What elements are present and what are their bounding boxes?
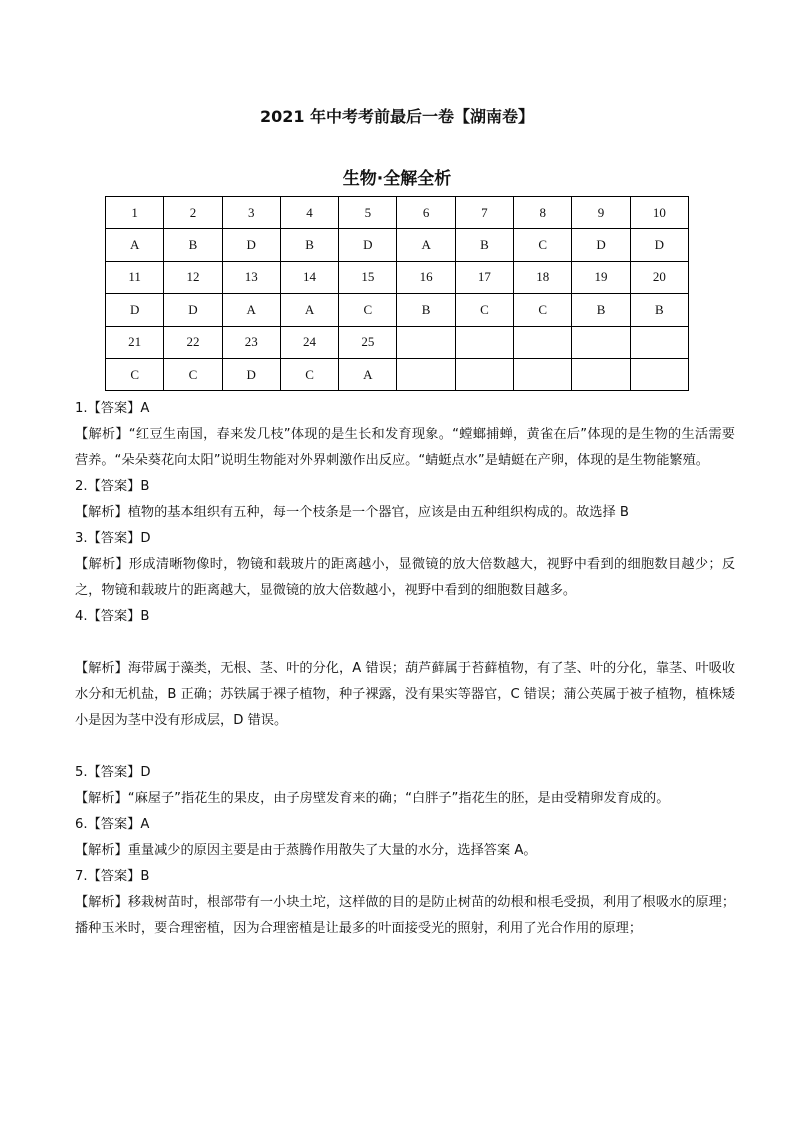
explanation-tag: 【解析】 bbox=[75, 895, 128, 910]
table-cell: 20 bbox=[630, 261, 688, 293]
answer-line bbox=[75, 812, 735, 838]
table-cell: 10 bbox=[630, 197, 688, 229]
table-row bbox=[106, 326, 689, 358]
explanations bbox=[75, 396, 735, 942]
explanation-line bbox=[75, 890, 735, 942]
table-cell bbox=[514, 326, 572, 358]
table-cell: B bbox=[455, 229, 513, 261]
explanation-text: “红豆生南国，春来发几枝”体现的是生长和发育现象。“螳螂捕蝉，黄雀在后”体现的是生物的生活需要营养。“朵朵葵花向太阳”说明生物能对外界刺激作出反应。“蜻蜓点水”是蜻蜓在产卵，体现的是生物能繁殖。 bbox=[75, 427, 735, 468]
answer-value: B bbox=[140, 479, 150, 494]
table-cell bbox=[572, 326, 630, 358]
question-number: 4. bbox=[75, 609, 88, 624]
answer-value: B bbox=[140, 869, 150, 884]
table-cell: A bbox=[339, 358, 397, 390]
table-cell: C bbox=[514, 229, 572, 261]
page-subtitle: 生物·全解全析 bbox=[342, 169, 452, 189]
spacer bbox=[75, 734, 735, 760]
question-number: 7. bbox=[75, 869, 88, 884]
explanation-tag: 【解析】 bbox=[75, 661, 128, 676]
table-cell: C bbox=[514, 294, 572, 326]
table-cell: 12 bbox=[164, 261, 222, 293]
table-row bbox=[106, 197, 689, 229]
table-cell: C bbox=[164, 358, 222, 390]
table-cell: 15 bbox=[339, 261, 397, 293]
explanation-line bbox=[75, 500, 735, 526]
explanation-line bbox=[75, 656, 735, 734]
table-row bbox=[106, 294, 689, 326]
question-number: 3. bbox=[75, 531, 88, 546]
answer-value: A bbox=[140, 817, 150, 832]
answer-tag: 【答案】 bbox=[87, 401, 141, 416]
explanation-tag: 【解析】 bbox=[75, 791, 128, 806]
table-cell: C bbox=[280, 358, 338, 390]
explanation-text: 重量减少的原因主要是由于蒸腾作用散失了大量的水分，选择答案 A。 bbox=[127, 843, 537, 858]
question-number: 6. bbox=[75, 817, 88, 832]
table-cell: 13 bbox=[222, 261, 280, 293]
answer-tag: 【答案】 bbox=[87, 479, 141, 494]
table-cell: B bbox=[630, 294, 688, 326]
answer-tag: 【答案】 bbox=[87, 765, 141, 780]
explanation-tag: 【解析】 bbox=[75, 557, 129, 572]
table-cell: A bbox=[397, 229, 455, 261]
table-cell: D bbox=[106, 294, 164, 326]
table-row bbox=[106, 261, 689, 293]
table-cell bbox=[455, 358, 513, 390]
explanation-text: “麻屋子”指花生的果皮，由子房壁发育来的确；“白胖子”指花生的胚，是由受精卵发育成的。 bbox=[127, 791, 670, 806]
table-cell: 5 bbox=[339, 197, 397, 229]
table-cell: 18 bbox=[514, 261, 572, 293]
table-cell: 22 bbox=[164, 326, 222, 358]
explanation-text: 移栽树苗时，根部带有一小块土坨，这样做的目的是防止树苗的幼根和根毛受损，利用了根吸水的原理；播种玉米时，要合理密植，因为合理密植是让最多的叶面接受光的照射，利用了光合作用的原理； bbox=[75, 895, 736, 936]
answer-line bbox=[75, 526, 735, 552]
table-cell: 11 bbox=[106, 261, 164, 293]
answer-table bbox=[105, 196, 689, 391]
table-cell: B bbox=[164, 229, 222, 261]
answer-tag: 【答案】 bbox=[87, 531, 141, 546]
explanation-tag: 【解析】 bbox=[75, 505, 128, 520]
answer-value: B bbox=[140, 609, 150, 624]
answer-tag: 【答案】 bbox=[87, 609, 141, 624]
answer-line bbox=[75, 864, 735, 890]
table-cell: D bbox=[572, 229, 630, 261]
table-cell: 2 bbox=[164, 197, 222, 229]
explanation-text: 植物的基本组织有五种，每一个枝条是一个器官，应该是由五种组织构成的。故选择 B bbox=[127, 505, 629, 520]
explanation-text: 形成清晰物像时，物镜和载玻片的距离越小，显微镜的放大倍数越大，视野中看到的细胞数目越少；反之，物镜和载玻片的距离越大，显微镜的放大倍数越小，视野中看到的细胞数目越多。 bbox=[75, 557, 736, 598]
table-cell: 24 bbox=[280, 326, 338, 358]
table-cell: 23 bbox=[222, 326, 280, 358]
table-cell: 25 bbox=[339, 326, 397, 358]
explanation-line bbox=[75, 552, 735, 604]
table-cell: 14 bbox=[280, 261, 338, 293]
table-cell: C bbox=[339, 294, 397, 326]
table-cell: D bbox=[222, 229, 280, 261]
table-cell: 7 bbox=[455, 197, 513, 229]
explanation-tag: 【解析】 bbox=[75, 427, 129, 442]
table-cell bbox=[397, 326, 455, 358]
answer-tag: 【答案】 bbox=[87, 869, 141, 884]
answer-line bbox=[75, 604, 735, 630]
table-cell: A bbox=[222, 294, 280, 326]
table-cell: B bbox=[280, 229, 338, 261]
table-cell: A bbox=[106, 229, 164, 261]
table-cell: D bbox=[222, 358, 280, 390]
explanation-line bbox=[75, 786, 735, 812]
table-cell bbox=[455, 326, 513, 358]
table-cell: 16 bbox=[397, 261, 455, 293]
table-cell: D bbox=[630, 229, 688, 261]
table-row bbox=[106, 229, 689, 261]
explanation-text: 海带属于藻类，无根、茎、叶的分化，A 错误；葫芦藓属于苔藓植物，有了茎、叶的分化，靠茎、叶吸收水分和无机盐，B 正确；苏铁属于裸子植物，种子裸露，没有果实等器官，C 错误；蒲公英属于被子植物，植株矮小是因为茎中没有形成层，D 错误。 bbox=[75, 661, 736, 728]
table-cell: 1 bbox=[106, 197, 164, 229]
table-cell: 21 bbox=[106, 326, 164, 358]
table-cell bbox=[397, 358, 455, 390]
table-cell: A bbox=[280, 294, 338, 326]
answer-line bbox=[75, 474, 735, 500]
table-cell: C bbox=[455, 294, 513, 326]
question-number: 2. bbox=[75, 479, 88, 494]
explanation-tag: 【解析】 bbox=[75, 843, 128, 858]
table-cell: D bbox=[339, 229, 397, 261]
table-cell: D bbox=[164, 294, 222, 326]
table-cell: 6 bbox=[397, 197, 455, 229]
table-cell bbox=[630, 326, 688, 358]
answer-value: D bbox=[140, 765, 151, 780]
table-cell: 8 bbox=[514, 197, 572, 229]
answer-value: A bbox=[140, 401, 150, 416]
table-row bbox=[106, 358, 689, 390]
explanation-line bbox=[75, 838, 735, 864]
table-cell: 17 bbox=[455, 261, 513, 293]
table-cell: C bbox=[106, 358, 164, 390]
table-cell: B bbox=[572, 294, 630, 326]
question-number: 1. bbox=[75, 401, 88, 416]
answer-line bbox=[75, 760, 735, 786]
table-cell: 19 bbox=[572, 261, 630, 293]
answer-tag: 【答案】 bbox=[87, 817, 141, 832]
table-cell bbox=[630, 358, 688, 390]
question-number: 5. bbox=[75, 765, 88, 780]
spacer bbox=[75, 630, 735, 656]
table-cell bbox=[514, 358, 572, 390]
table-cell bbox=[572, 358, 630, 390]
table-cell: 9 bbox=[572, 197, 630, 229]
table-cell: 4 bbox=[280, 197, 338, 229]
explanation-line bbox=[75, 422, 735, 474]
answer-line bbox=[75, 396, 735, 422]
table-cell: B bbox=[397, 294, 455, 326]
table-cell: 3 bbox=[222, 197, 280, 229]
answer-value: D bbox=[140, 531, 151, 546]
page-title: 2021 年中考考前最后一卷【湖南卷】 bbox=[259, 107, 535, 126]
